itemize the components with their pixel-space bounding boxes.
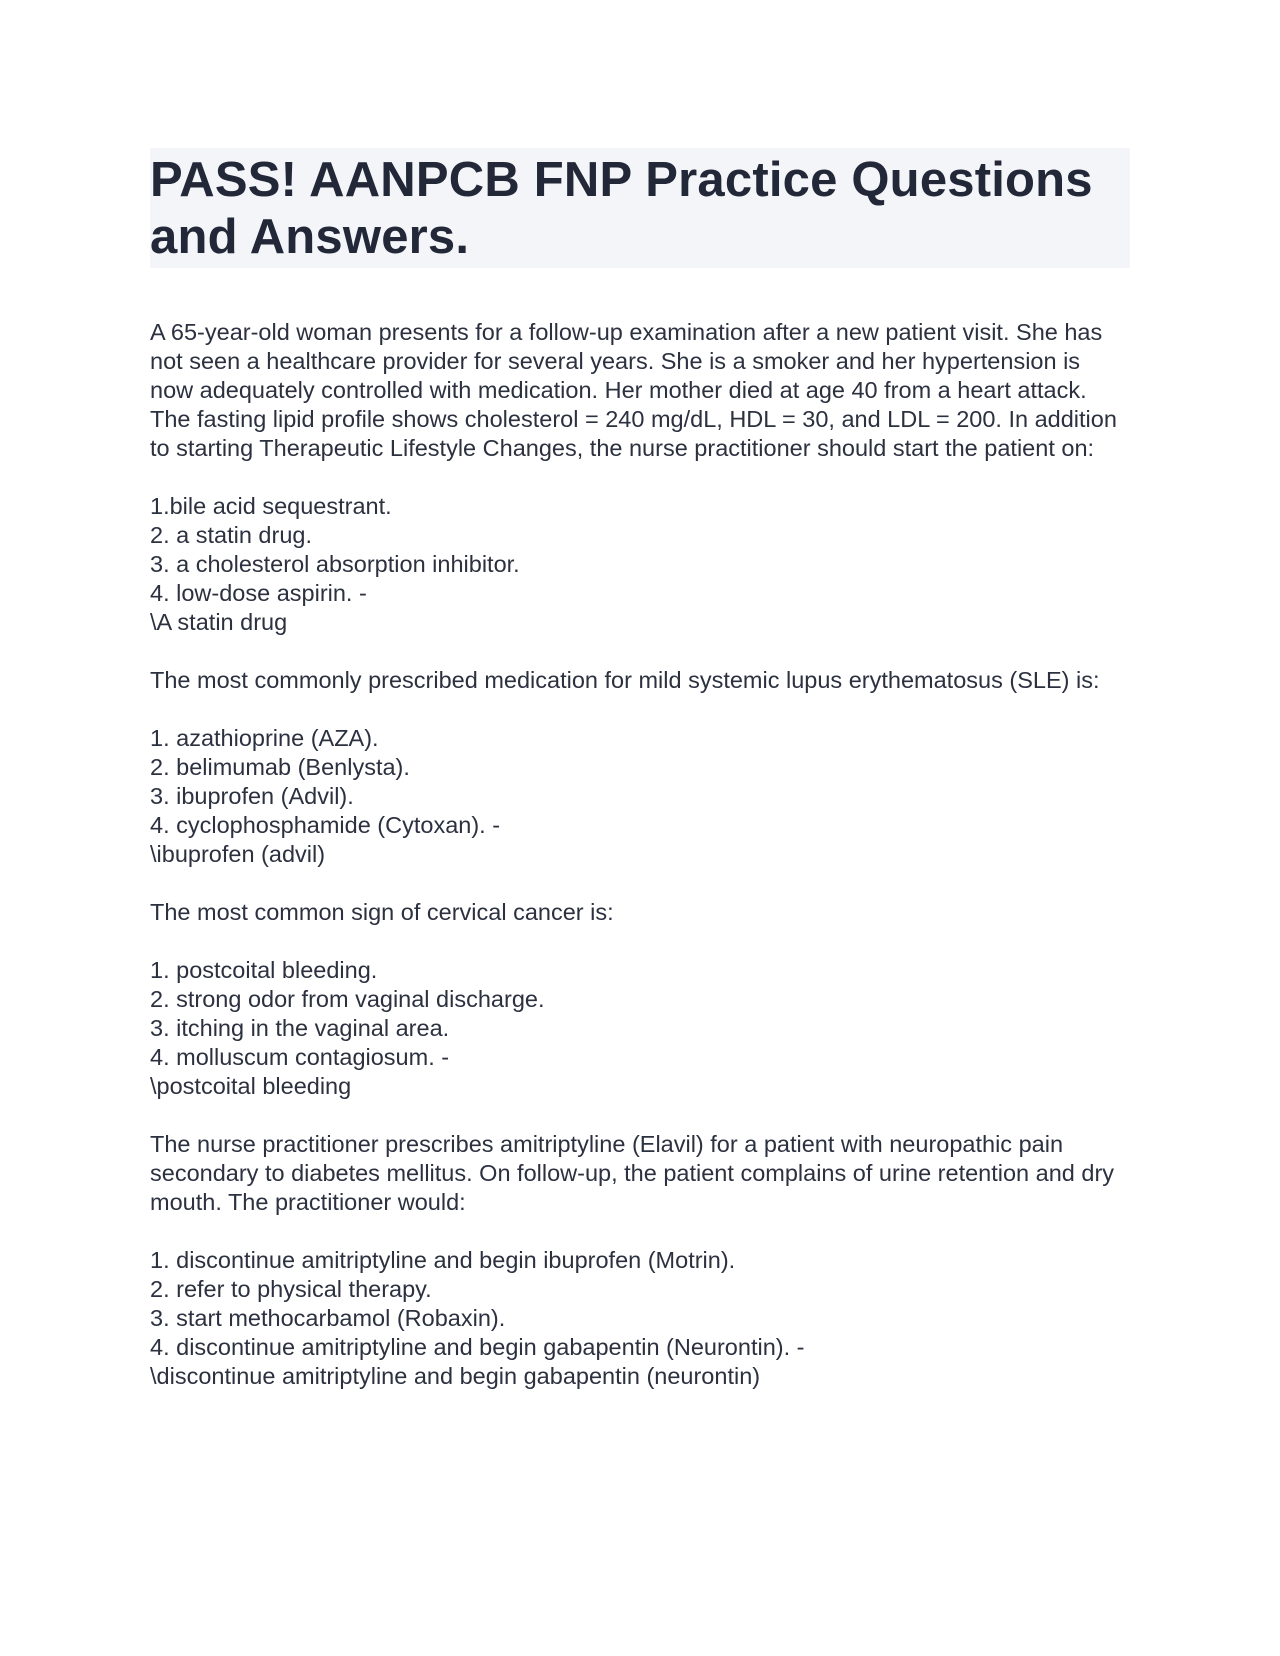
answer-option: 1. discontinue amitriptyline and begin ibuprofen (Motrin). <box>150 1247 736 1273</box>
question-block <box>150 1130 1130 1391</box>
answer-option: 2. belimumab (Benlysta). <box>150 754 410 780</box>
document-title: PASS! AANPCB FNP Practice Questions and Answers. <box>150 153 1093 264</box>
question-block <box>150 898 1130 1101</box>
answer-option: 1. azathioprine (AZA). <box>150 725 379 751</box>
correct-answer: \discontinue amitriptyline and begin gabapentin (neurontin) <box>150 1363 761 1389</box>
answer-option: 2. refer to physical therapy. <box>150 1276 432 1302</box>
answer-option: 1.bile acid sequestrant. <box>150 493 392 519</box>
answer-option: 3. a cholesterol absorption inhibitor. <box>150 551 520 577</box>
answer-option: 4. cyclophosphamide (Cytoxan). - <box>150 812 501 838</box>
answer-option: 4. low-dose aspirin. - <box>150 580 367 606</box>
answer-option: 4. molluscum contagiosum. - <box>150 1044 450 1070</box>
question-stem: The most commonly prescribed medication for mild systemic lupus erythematosus (SLE) is: <box>150 667 1100 693</box>
question-stem: The nurse practitioner prescribes amitriptyline (Elavil) for a patient with neuropathic pain secondary to diabetes mellitus. On follow-up, the patient complains of urine retention and dry mouth. The practitioner would: <box>150 1131 1115 1215</box>
question-block <box>150 318 1130 637</box>
answer-option: 4. discontinue amitriptyline and begin gabapentin (Neurontin). - <box>150 1334 805 1360</box>
document-page <box>150 148 1130 1420</box>
answer-option: 1. postcoital bleeding. <box>150 957 378 983</box>
question-stem: A 65-year-old woman presents for a follow-up examination after a new patient visit. She has not seen a healthcare provider for several years. She is a smoker and her hypertension is now adequately controlled with medication. Her mother died at age 40 from a heart attack. The fasting lipid profile shows cholesterol = 240 mg/dL, HDL = 30, and LDL = 200. In addition to starting Therapeutic Lifestyle Changes, the nurse practitioner should start the patient on: <box>150 319 1117 461</box>
answer-option: 2. strong odor from vaginal discharge. <box>150 986 545 1012</box>
answer-option: 3. itching in the vaginal area. <box>150 1015 450 1041</box>
correct-answer: \ibuprofen (advil) <box>150 841 326 867</box>
correct-answer: \postcoital bleeding <box>150 1073 352 1099</box>
correct-answer: \A statin drug <box>150 609 288 635</box>
answer-option: 3. start methocarbamol (Robaxin). <box>150 1305 506 1331</box>
question-block <box>150 666 1130 869</box>
question-stem: The most common sign of cervical cancer is: <box>150 899 614 925</box>
answer-option: 2. a statin drug. <box>150 522 312 548</box>
title-block <box>150 148 1130 268</box>
answer-option: 3. ibuprofen (Advil). <box>150 783 354 809</box>
